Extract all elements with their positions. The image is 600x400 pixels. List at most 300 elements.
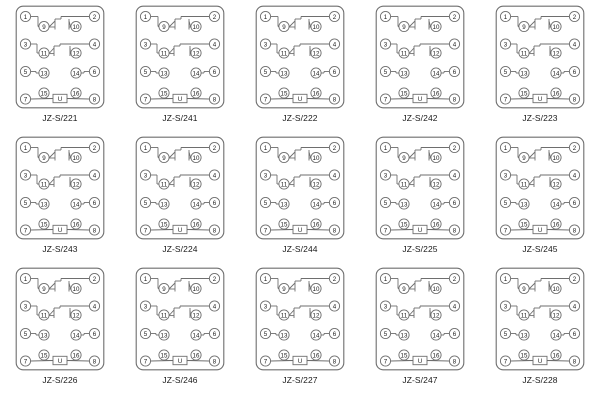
terminal-16 <box>191 88 201 98</box>
terminal-11 <box>279 310 289 320</box>
svg-text:14: 14 <box>432 70 440 78</box>
svg-text:2: 2 <box>572 145 577 153</box>
svg-text:14: 14 <box>72 332 80 340</box>
svg-text:8: 8 <box>332 358 337 366</box>
svg-text:14: 14 <box>432 332 440 340</box>
terminal-15 <box>39 219 49 229</box>
terminal-12 <box>551 179 561 189</box>
terminal-14 <box>551 68 561 78</box>
diagram-cell-jz-s-224 <box>120 135 240 266</box>
terminal-1 <box>260 142 270 152</box>
svg-text:13: 13 <box>160 201 168 209</box>
svg-text:13: 13 <box>400 332 408 340</box>
terminal-12 <box>191 48 201 58</box>
terminal-15 <box>159 350 169 360</box>
socket-outline <box>496 137 584 239</box>
svg-text:5: 5 <box>23 331 28 339</box>
svg-text:12: 12 <box>432 50 440 58</box>
terminal-8 <box>329 94 339 104</box>
terminal-15 <box>159 219 169 229</box>
diagram-caption: JZ-S/225 <box>402 244 438 254</box>
socket-outline <box>16 6 104 108</box>
svg-text:4: 4 <box>452 172 457 180</box>
svg-text:5: 5 <box>503 331 508 339</box>
svg-text:14: 14 <box>552 332 560 340</box>
svg-text:13: 13 <box>520 332 528 340</box>
svg-text:7: 7 <box>143 358 148 366</box>
svg-text:10: 10 <box>192 155 200 163</box>
terminal-5 <box>380 197 390 207</box>
svg-text:4: 4 <box>572 303 577 311</box>
svg-text:4: 4 <box>332 303 337 311</box>
terminal-12 <box>71 310 81 320</box>
svg-text:4: 4 <box>332 172 337 180</box>
coil-label: U <box>417 228 423 234</box>
terminal-2 <box>569 273 579 283</box>
svg-text:16: 16 <box>312 90 320 98</box>
terminal-2 <box>209 11 219 21</box>
svg-text:12: 12 <box>312 181 320 189</box>
terminal-1 <box>380 273 390 283</box>
svg-text:16: 16 <box>72 352 80 360</box>
terminal-5 <box>380 66 390 76</box>
terminal-13 <box>519 68 529 78</box>
svg-text:10: 10 <box>312 24 320 32</box>
terminal-8 <box>209 94 219 104</box>
svg-text:1: 1 <box>263 145 268 153</box>
terminal-12 <box>431 310 441 320</box>
svg-text:4: 4 <box>92 303 97 311</box>
terminal-11 <box>519 310 529 320</box>
terminal-8 <box>449 356 459 366</box>
svg-text:11: 11 <box>280 181 288 189</box>
terminal-14 <box>311 68 321 78</box>
diagram-cell-jz-s-244 <box>240 135 360 266</box>
svg-text:16: 16 <box>432 90 440 98</box>
terminal-7 <box>380 94 390 104</box>
svg-text:9: 9 <box>162 155 166 163</box>
svg-text:5: 5 <box>263 200 268 208</box>
svg-text:8: 8 <box>92 227 97 235</box>
terminal-3 <box>140 170 150 180</box>
terminal-13 <box>279 68 289 78</box>
wiring-diagram-jz-s-221 <box>14 4 106 110</box>
terminal-15 <box>279 88 289 98</box>
terminal-6 <box>89 197 99 207</box>
terminal-2 <box>569 11 579 21</box>
socket-outline <box>376 6 464 108</box>
svg-text:10: 10 <box>432 24 440 32</box>
coil-label: U <box>57 228 63 234</box>
svg-text:6: 6 <box>332 69 337 77</box>
terminal-16 <box>431 350 441 360</box>
terminal-11 <box>159 179 169 189</box>
terminal-9 <box>399 21 409 31</box>
svg-text:8: 8 <box>212 358 217 366</box>
terminal-15 <box>279 350 289 360</box>
svg-text:2: 2 <box>452 145 457 153</box>
wiring-diagram-jz-s-227 <box>254 266 346 372</box>
terminal-9 <box>159 21 169 31</box>
socket-outline <box>496 268 584 370</box>
terminal-10 <box>311 21 321 31</box>
terminal-2 <box>449 11 459 21</box>
terminal-9 <box>279 21 289 31</box>
svg-text:15: 15 <box>400 221 408 229</box>
diagram-cell-jz-s-242 <box>360 4 480 135</box>
diagram-caption: JZ-S/227 <box>282 375 318 385</box>
terminal-11 <box>159 48 169 58</box>
coil-label: U <box>297 97 303 103</box>
socket-outline <box>256 268 344 370</box>
terminal-8 <box>449 225 459 235</box>
svg-text:3: 3 <box>503 172 508 180</box>
terminal-5 <box>140 328 150 338</box>
terminal-14 <box>311 199 321 209</box>
terminal-14 <box>431 68 441 78</box>
svg-text:15: 15 <box>40 352 48 360</box>
terminal-16 <box>191 219 201 229</box>
svg-text:5: 5 <box>263 331 268 339</box>
wiring-diagram-jz-s-228 <box>494 266 586 372</box>
svg-text:15: 15 <box>40 221 48 229</box>
terminal-7 <box>380 356 390 366</box>
svg-text:2: 2 <box>212 145 217 153</box>
terminal-4 <box>329 301 339 311</box>
terminal-7 <box>500 356 510 366</box>
svg-text:9: 9 <box>42 155 46 163</box>
svg-text:7: 7 <box>263 227 268 235</box>
svg-text:4: 4 <box>92 172 97 180</box>
svg-text:14: 14 <box>312 332 320 340</box>
terminal-13 <box>39 68 49 78</box>
svg-text:3: 3 <box>23 41 28 49</box>
svg-text:12: 12 <box>192 181 200 189</box>
svg-text:15: 15 <box>520 221 528 229</box>
terminal-3 <box>260 170 270 180</box>
svg-text:10: 10 <box>72 155 80 163</box>
svg-text:3: 3 <box>23 303 28 311</box>
diagram-caption: JZ-S/221 <box>42 113 78 123</box>
terminal-7 <box>260 225 270 235</box>
diagram-cell-jz-s-241 <box>120 4 240 135</box>
svg-text:1: 1 <box>503 14 508 22</box>
svg-text:5: 5 <box>503 200 508 208</box>
terminal-10 <box>431 152 441 162</box>
terminal-10 <box>311 283 321 293</box>
terminal-9 <box>519 21 529 31</box>
diagram-cell-jz-s-246 <box>120 266 240 397</box>
svg-text:16: 16 <box>72 90 80 98</box>
socket-outline <box>496 6 584 108</box>
terminal-1 <box>20 11 30 21</box>
svg-text:16: 16 <box>192 221 200 229</box>
svg-text:9: 9 <box>282 286 286 294</box>
svg-text:1: 1 <box>263 276 268 284</box>
svg-text:9: 9 <box>402 286 406 294</box>
terminal-16 <box>71 88 81 98</box>
svg-text:7: 7 <box>263 96 268 104</box>
svg-text:7: 7 <box>143 227 148 235</box>
terminal-6 <box>449 328 459 338</box>
terminal-7 <box>20 94 30 104</box>
terminal-15 <box>159 88 169 98</box>
svg-text:8: 8 <box>332 96 337 104</box>
terminal-3 <box>260 301 270 311</box>
svg-text:12: 12 <box>552 50 560 58</box>
svg-text:11: 11 <box>160 312 168 320</box>
terminal-9 <box>279 283 289 293</box>
terminal-6 <box>569 197 579 207</box>
svg-text:5: 5 <box>383 200 388 208</box>
svg-text:13: 13 <box>520 201 528 209</box>
terminal-10 <box>71 283 81 293</box>
terminal-16 <box>551 88 561 98</box>
svg-text:6: 6 <box>452 200 457 208</box>
socket-outline <box>16 137 104 239</box>
svg-text:14: 14 <box>192 332 200 340</box>
svg-text:4: 4 <box>452 41 457 49</box>
terminal-6 <box>569 328 579 338</box>
terminal-6 <box>209 328 219 338</box>
svg-text:5: 5 <box>143 69 148 77</box>
svg-text:7: 7 <box>263 358 268 366</box>
terminal-6 <box>329 328 339 338</box>
svg-text:13: 13 <box>280 201 288 209</box>
terminal-11 <box>279 48 289 58</box>
svg-text:16: 16 <box>72 221 80 229</box>
terminal-3 <box>500 170 510 180</box>
svg-text:9: 9 <box>162 286 166 294</box>
terminal-5 <box>260 328 270 338</box>
terminal-1 <box>260 11 270 21</box>
svg-text:14: 14 <box>72 201 80 209</box>
terminal-4 <box>329 170 339 180</box>
svg-text:10: 10 <box>72 286 80 294</box>
terminal-4 <box>209 301 219 311</box>
svg-text:12: 12 <box>72 181 80 189</box>
svg-text:13: 13 <box>280 332 288 340</box>
coil-label: U <box>537 228 543 234</box>
terminal-16 <box>71 219 81 229</box>
diagram-caption: JZ-S/222 <box>282 113 318 123</box>
terminal-10 <box>431 21 441 31</box>
svg-text:10: 10 <box>192 286 200 294</box>
svg-text:7: 7 <box>383 96 388 104</box>
svg-text:15: 15 <box>280 221 288 229</box>
diagram-cell-jz-s-247 <box>360 266 480 397</box>
svg-text:4: 4 <box>572 172 577 180</box>
terminal-1 <box>140 11 150 21</box>
terminal-2 <box>569 142 579 152</box>
terminal-14 <box>431 330 441 340</box>
diagram-cell-jz-s-223 <box>480 4 600 135</box>
terminal-12 <box>71 48 81 58</box>
svg-text:10: 10 <box>432 155 440 163</box>
coil-label: U <box>297 359 303 365</box>
svg-text:16: 16 <box>552 90 560 98</box>
diagram-cell-jz-s-226 <box>0 266 120 397</box>
terminal-5 <box>20 66 30 76</box>
diagram-cell-jz-s-227 <box>240 266 360 397</box>
terminal-7 <box>260 94 270 104</box>
terminal-10 <box>551 21 561 31</box>
terminal-16 <box>431 219 441 229</box>
svg-text:1: 1 <box>383 145 388 153</box>
terminal-6 <box>209 197 219 207</box>
svg-text:8: 8 <box>572 96 577 104</box>
terminal-5 <box>500 66 510 76</box>
wiring-diagram-jz-s-246 <box>134 266 226 372</box>
terminal-7 <box>140 94 150 104</box>
terminal-2 <box>449 142 459 152</box>
terminal-15 <box>39 350 49 360</box>
wiring-diagram-jz-s-223 <box>494 4 586 110</box>
terminal-14 <box>71 199 81 209</box>
svg-text:15: 15 <box>160 90 168 98</box>
terminal-3 <box>380 170 390 180</box>
svg-text:12: 12 <box>72 50 80 58</box>
terminal-4 <box>569 301 579 311</box>
svg-text:8: 8 <box>572 358 577 366</box>
svg-text:11: 11 <box>160 181 168 189</box>
diagram-caption: JZ-S/241 <box>162 113 198 123</box>
svg-text:11: 11 <box>400 181 408 189</box>
terminal-4 <box>449 39 459 49</box>
svg-text:15: 15 <box>40 90 48 98</box>
svg-text:2: 2 <box>332 145 337 153</box>
terminal-10 <box>71 152 81 162</box>
svg-text:4: 4 <box>452 303 457 311</box>
terminal-12 <box>551 310 561 320</box>
svg-text:6: 6 <box>332 200 337 208</box>
svg-text:1: 1 <box>383 14 388 22</box>
svg-text:14: 14 <box>552 201 560 209</box>
svg-text:5: 5 <box>383 331 388 339</box>
terminal-11 <box>279 179 289 189</box>
terminal-15 <box>399 219 409 229</box>
svg-text:6: 6 <box>572 331 577 339</box>
svg-text:15: 15 <box>520 352 528 360</box>
svg-text:3: 3 <box>503 303 508 311</box>
terminal-14 <box>551 199 561 209</box>
terminal-6 <box>329 197 339 207</box>
terminal-12 <box>191 179 201 189</box>
svg-text:8: 8 <box>572 227 577 235</box>
terminal-8 <box>89 94 99 104</box>
terminal-2 <box>89 142 99 152</box>
terminal-13 <box>279 199 289 209</box>
svg-text:11: 11 <box>520 181 528 189</box>
socket-outline <box>256 6 344 108</box>
svg-text:11: 11 <box>400 50 408 58</box>
terminal-1 <box>140 273 150 283</box>
socket-outline <box>136 6 224 108</box>
terminal-9 <box>399 283 409 293</box>
coil-label: U <box>537 359 543 365</box>
svg-text:4: 4 <box>332 41 337 49</box>
svg-text:14: 14 <box>312 201 320 209</box>
wiring-diagram-jz-s-244 <box>254 135 346 241</box>
svg-text:9: 9 <box>522 155 526 163</box>
svg-text:8: 8 <box>452 358 457 366</box>
svg-text:1: 1 <box>383 276 388 284</box>
terminal-9 <box>519 152 529 162</box>
terminal-2 <box>329 273 339 283</box>
terminal-3 <box>380 39 390 49</box>
svg-text:6: 6 <box>572 69 577 77</box>
terminal-16 <box>551 350 561 360</box>
svg-text:7: 7 <box>383 227 388 235</box>
diagram-caption: JZ-S/224 <box>162 244 198 254</box>
terminal-10 <box>191 283 201 293</box>
svg-text:13: 13 <box>520 70 528 78</box>
svg-text:5: 5 <box>503 69 508 77</box>
terminal-13 <box>279 330 289 340</box>
svg-text:4: 4 <box>572 41 577 49</box>
terminal-8 <box>569 225 579 235</box>
terminal-7 <box>500 94 510 104</box>
terminal-13 <box>159 199 169 209</box>
svg-text:10: 10 <box>312 286 320 294</box>
terminal-5 <box>500 197 510 207</box>
terminal-8 <box>449 94 459 104</box>
svg-text:6: 6 <box>92 200 97 208</box>
terminal-9 <box>39 283 49 293</box>
terminal-5 <box>380 328 390 338</box>
terminal-3 <box>260 39 270 49</box>
diagram-caption: JZ-S/247 <box>402 375 438 385</box>
terminal-13 <box>39 330 49 340</box>
terminal-15 <box>519 350 529 360</box>
terminal-7 <box>140 225 150 235</box>
terminal-7 <box>20 225 30 235</box>
terminal-15 <box>519 88 529 98</box>
svg-text:2: 2 <box>92 276 97 284</box>
terminal-5 <box>20 328 30 338</box>
terminal-10 <box>71 21 81 31</box>
svg-text:9: 9 <box>42 286 46 294</box>
svg-text:11: 11 <box>280 50 288 58</box>
svg-text:3: 3 <box>143 303 148 311</box>
svg-text:13: 13 <box>280 70 288 78</box>
wiring-diagram-jz-s-241 <box>134 4 226 110</box>
terminal-3 <box>140 301 150 311</box>
svg-text:12: 12 <box>432 312 440 320</box>
diagram-caption: JZ-S/223 <box>522 113 558 123</box>
svg-text:7: 7 <box>143 96 148 104</box>
svg-text:3: 3 <box>23 172 28 180</box>
terminal-2 <box>89 273 99 283</box>
terminal-9 <box>399 152 409 162</box>
svg-text:1: 1 <box>503 276 508 284</box>
svg-text:9: 9 <box>402 155 406 163</box>
diagram-cell-jz-s-225 <box>360 135 480 266</box>
svg-text:4: 4 <box>212 172 217 180</box>
terminal-14 <box>431 199 441 209</box>
svg-text:2: 2 <box>452 276 457 284</box>
terminal-13 <box>519 330 529 340</box>
terminal-1 <box>20 142 30 152</box>
svg-text:7: 7 <box>23 227 28 235</box>
svg-text:16: 16 <box>552 221 560 229</box>
terminal-3 <box>20 39 30 49</box>
terminal-1 <box>500 142 510 152</box>
coil-label: U <box>417 97 423 103</box>
svg-text:1: 1 <box>263 14 268 22</box>
terminal-1 <box>380 142 390 152</box>
svg-text:11: 11 <box>160 50 168 58</box>
